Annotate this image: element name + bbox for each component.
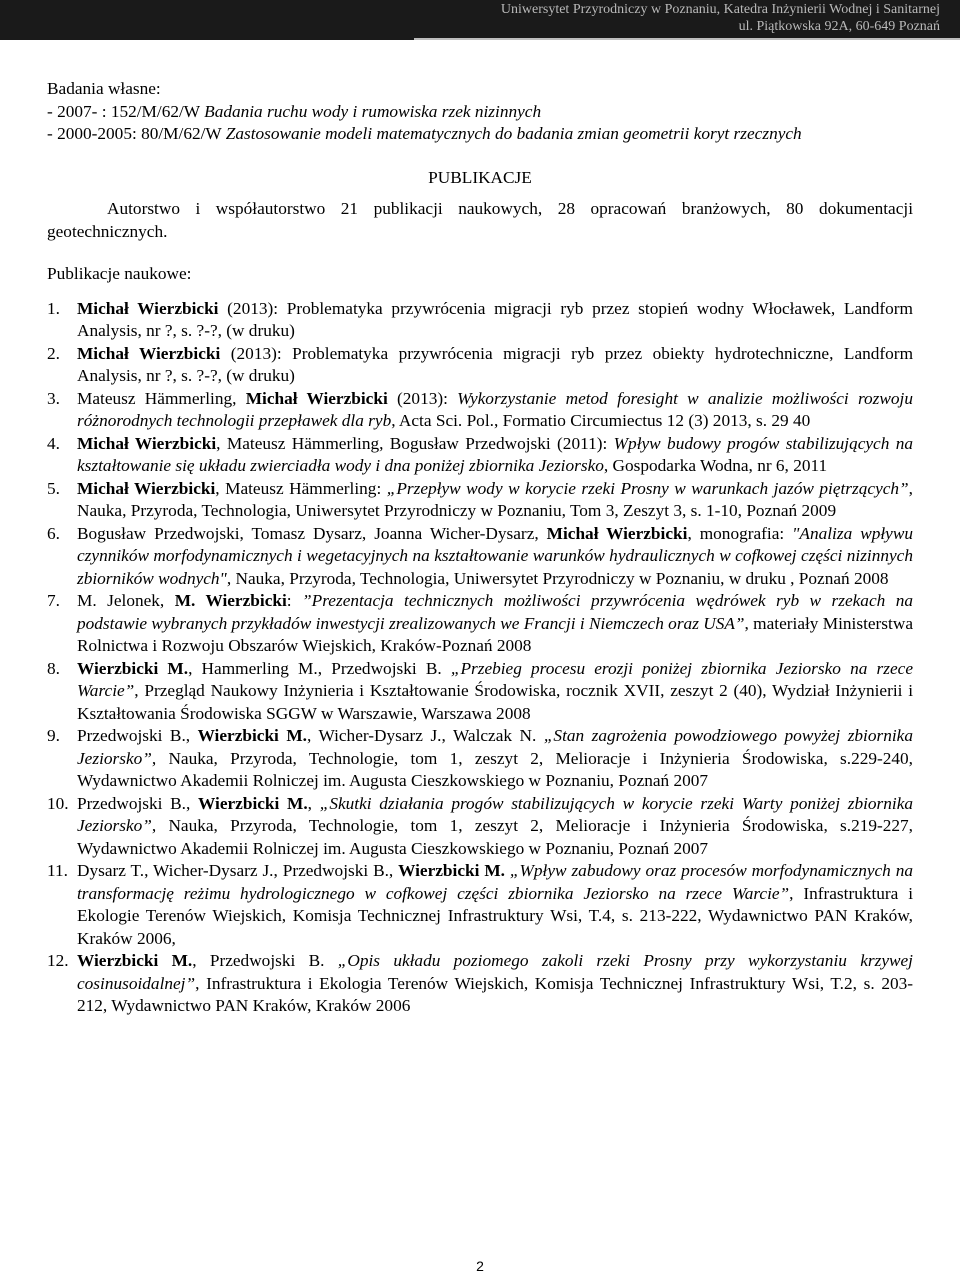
publications-subheading: Publikacje naukowe: (47, 264, 192, 283)
publication-item (47, 658, 913, 726)
publication-title: Wykorzystanie metod foresight w analizie możliwości rozwoju różnorodnych technologii przepławek dla ryb (77, 388, 913, 430)
publication-text: (2013): (387, 388, 458, 408)
publication-item (47, 793, 913, 861)
publication-text: , Mateusz Hämmerling: (215, 478, 387, 498)
publication-text: Przedwojski B., (77, 726, 198, 745)
publication-text: Bogusław Przedwojski, Tomasz Dysarz, Joanna Wicher-Dysarz, (77, 523, 547, 543)
publication-number: 2. (47, 343, 60, 363)
publication-text: Dysarz T., Wicher-Dysarz J., Przedwojski B., (77, 861, 399, 880)
publication-author-highlight: Michał Wierzbicki (77, 478, 216, 498)
publication-item (47, 343, 913, 388)
publication-number: 3. (47, 388, 60, 408)
research-item (47, 101, 913, 124)
research-item-prefix: - 2007- : 152/M/62/W (47, 101, 205, 121)
publication-number: 7. (47, 591, 60, 610)
publication-item (47, 950, 913, 1018)
publication-author-highlight: Michał Wierzbicki (77, 433, 217, 453)
publications-summary: Autorstwo i współautorstwo 21 publikacji naukowych, 28 opracowań branżowych, 80 dokumentacji geotechnicznych. (47, 199, 913, 241)
publication-author-highlight: Michał Wierzbicki (77, 298, 219, 318)
publication-item (47, 523, 913, 591)
publication-text: (2013): Problematyka przywrócenia migracji ryb przez obiekty hydrotechniczne, Landform Analysis, nr ?, s. ?-?, (w druku) (77, 343, 914, 385)
publication-text: , Hammerling M., Przedwojski B. (188, 658, 451, 678)
publication-title: „Opis układu poziomego zakoli rzeki Prosny przy wykorzystaniu krzywej cosinusoidalnej” (77, 951, 913, 993)
publication-text: , Acta Sci. Pol., Formatio Circumiectus 12 (3) 2013, s. 29 40 (391, 411, 811, 430)
publications-heading: PUBLIKACJE (428, 167, 532, 187)
publication-text: Mateusz Hämmerling, (77, 388, 246, 408)
publication-title: "Analiza wpływu czynników morfodynamicznych i wegetacyjnych na kształtowanie warunków hydraulicznych w cofkowej części nizinnych zbiorników wodnych" (77, 523, 913, 588)
publication-author-highlight: Michał Wierzbicki (245, 388, 388, 408)
publication-number: 1. (47, 298, 60, 318)
publication-text: , Infrastruktura i Ekologia Terenów Wiejskich, Komisja Technicznej Infrastruktury Wsi, T.2, s. 203-212, Wydawnictwo PAN Kraków, Kraków 2006 (77, 973, 913, 1015)
header-address: ul. Piątkowska 92A, 60-649 Poznań (738, 19, 940, 34)
header-rule (414, 38, 960, 40)
publication-number: 5. (47, 478, 60, 498)
publication-item (47, 298, 913, 343)
publication-author-highlight: M. Wierzbicki (174, 591, 287, 610)
publication-item (47, 725, 913, 793)
publication-text: Przedwojski B., (77, 793, 199, 813)
publication-text: M. Jelonek, (77, 591, 175, 610)
publication-title: „Stan zagrożenia powodziowego powyżej zbiornika Jeziorsko” (77, 726, 913, 768)
publication-author-highlight: Wierzbicki M. (398, 861, 505, 880)
research-item (47, 123, 913, 146)
document-body (47, 78, 913, 1018)
publication-title: Wpływ budowy progów stabilizujących na kształtowanie się układu zwierciadła wody i dna poniżej zbiornika Jeziorsko (77, 433, 914, 475)
publication-number: 12. (47, 951, 69, 970)
publication-text: , Wicher-Dysarz J., Walczak N. (306, 726, 544, 745)
publication-item (47, 860, 913, 950)
publication-text: : (286, 591, 303, 610)
publication-author-highlight: Wierzbicki M. (198, 793, 308, 813)
publication-author-highlight: Wierzbicki M. (197, 726, 307, 745)
publication-item (47, 590, 913, 658)
publication-author-highlight: Michał Wierzbicki (546, 523, 688, 543)
publication-number: 10. (47, 793, 69, 813)
publication-text: , Nauka, Przyroda, Technologia, Uniwersytet Przyrodniczy w Poznaniu, Tom 3, Zeszyt 3, s. 1-10, Poznań 2009 (77, 478, 913, 520)
publication-text: , materiały Ministerstwa Rolnictwa i Rozwoju Obszarów Wiejskich, Kraków-Poznań 2008 (77, 613, 913, 655)
publication-text: , (307, 793, 320, 813)
research-item-title: Zastosowanie modeli matematycznych do badania zmian geometrii koryt rzecznych (225, 124, 802, 143)
publication-title: „Wpływ zabudowy oraz procesów morfodynamicznych na transformację reżimu hydrologicznego w cofkowej części zbiornika Jeziorsko na rzece Warcie” (77, 861, 913, 903)
publication-text: , Gospodarka Wodna, nr 6, 2011 (603, 456, 828, 475)
research-item-prefix: - 2000-2005: 80/M/62/W (47, 124, 226, 143)
publication-text: , Nauka, Przyroda, Technologia, Uniwersytet Przyrodniczy w Poznaniu, w druku , Poznań 2008 (226, 568, 889, 588)
publication-number: 11. (47, 861, 68, 880)
publication-number: 8. (47, 658, 60, 678)
publication-item (47, 388, 913, 433)
publication-text: , Przegląd Naukowy Inżynieria i Kształtowanie Środowiska, rocznik XVII, zeszyt 2 (40), Wydział Inżynierii i Kształtowania Środowiska SGGW w Warszawie, Warszawa 2008 (77, 681, 913, 723)
publication-text: (2013): Problematyka przywrócenia migracji ryb przez stopień wodny Włocławek, Landform Analysis, nr ?, s. ?-?, (w druku) (77, 298, 913, 340)
publication-title: ”Prezentacja technicznych możliwości przywrócenia wędrówek ryb w rzekach na podstawie wybranych przykładów inwestycji zrealizowanych we Francji i Niemczech oraz USA” (77, 591, 914, 633)
publication-number: 6. (47, 523, 60, 543)
publication-text: , Nauka, Przyroda, Technologie, tom 1, zeszyt 2, Melioracje i Inżynieria Środowiska, s.219-227, Wydawnictwo Akademii Rolniczej im. Augusta Cieszkowskiego w Poznaniu, Poznań 2007 (77, 816, 913, 858)
publication-author-highlight: Wierzbicki M. (77, 658, 189, 678)
page-number: 2 (476, 1258, 484, 1274)
publication-author-highlight: Wierzbicki M. (77, 951, 193, 970)
publication-text: , Infrastruktura i Ekologie Terenów Wiejskich, Komisja Technicznej Infrastruktury Wsi, T.4, s. 213-222, Wydawnictwo PAN Kraków, Kraków 2006, (77, 883, 913, 948)
publication-text: , Mateusz Hämmerling, Bogusław Przedwojski (2011): (216, 433, 614, 453)
publication-item (47, 433, 913, 478)
publication-number: 4. (47, 433, 60, 453)
publication-text: , monografia: (687, 523, 793, 543)
header-institution: Uniwersytet Przyrodniczy w Poznaniu, Katedra Inżynierii Wodnej i Sanitarnej (500, 2, 940, 17)
publication-item (47, 478, 913, 523)
research-title: Badania własne: (47, 79, 161, 98)
publication-list (47, 298, 913, 1018)
publication-title: „Przebieg procesu erozji poniżej zbiornika Jeziorsko na rzece Warcie” (77, 658, 913, 700)
research-item-title: Badania ruchu wody i rumowiska rzek nizinnych (204, 101, 542, 121)
publication-text: , Nauka, Przyroda, Technologie, tom 1, zeszyt 2, Melioracje i Inżynieria Środowiska, s.229-240, Wydawnictwo Akademii Rolniczej im. Augusta Cieszkowskiego w Poznaniu, Poznań 2007 (77, 748, 913, 790)
page-header (0, 0, 960, 40)
publication-title: „Przepływ wody w korycie rzeki Prosny w warunkach jazów piętrzących” (386, 478, 909, 498)
publication-title: „Skutki działania progów stabilizujących w korycie rzeki Warty poniżej zbiornika Jeziorsko” (77, 793, 913, 835)
publication-author-highlight: Michał Wierzbicki (77, 343, 221, 363)
publication-number: 9. (47, 726, 60, 745)
publication-text: , Przedwojski B. (192, 951, 338, 970)
